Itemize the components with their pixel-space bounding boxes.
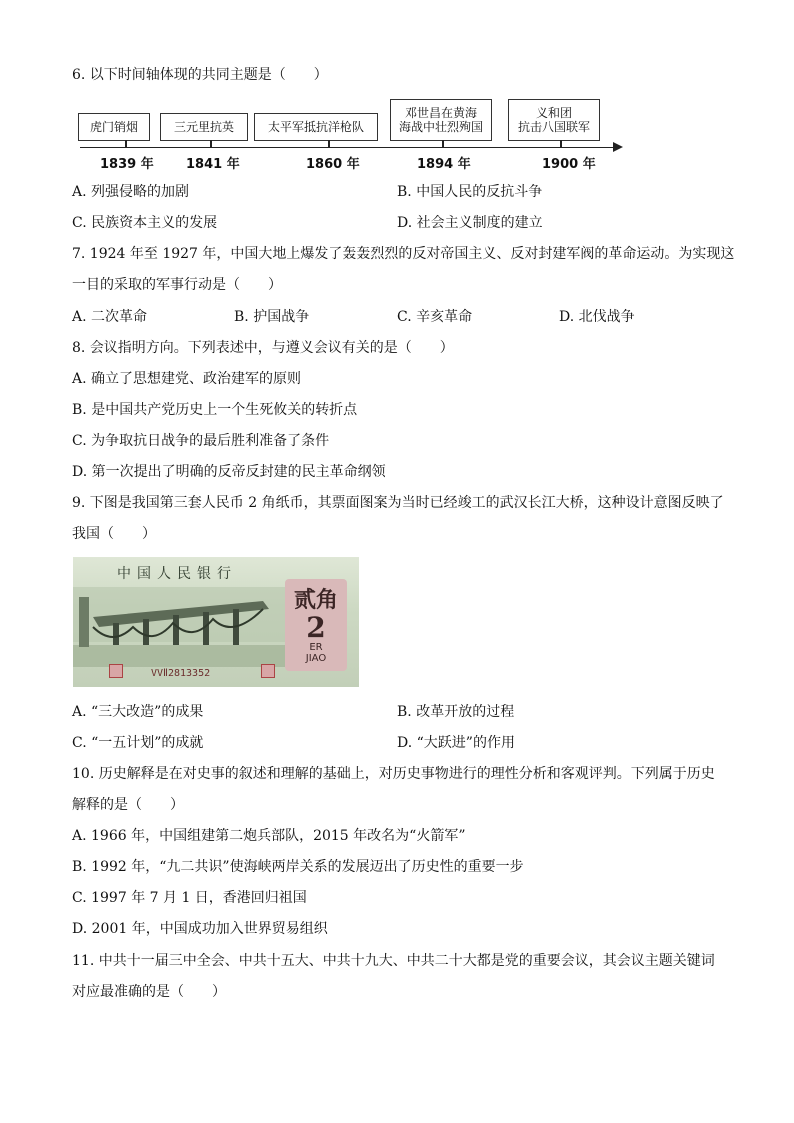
q6-stem: 6. 以下时间轴体现的共同主题是（ ）: [72, 67, 328, 83]
timeline-axis: [80, 147, 615, 148]
timeline-tick: [210, 140, 212, 148]
q6-option-a[interactable]: A. 列强侵略的加剧: [72, 184, 190, 200]
q10-option-c[interactable]: C. 1997 年 7 月 1 日，香港回归祖国: [72, 890, 307, 906]
q11-stem-line1: 11. 中共十一届三中全会、中共十五大、中共十九大、中共二十大都是党的重要会议，其会议主题关键词: [72, 953, 715, 969]
q8-option-b[interactable]: B. 是中国共产党历史上一个生死攸关的转折点: [72, 402, 358, 418]
q7-stem-line1: 7. 1924 年至 1927 年，中国大地上爆发了轰轰烈烈的反对帝国主义、反对封建军阀的革命运动。为实现这: [72, 246, 735, 262]
timeline-tick: [560, 140, 562, 148]
timeline-arrow-icon: [613, 142, 623, 152]
banknote-serial-number: VVⅡ2813352: [151, 668, 211, 679]
q9-option-d[interactable]: D. “大跃进”的作用: [397, 735, 515, 751]
denomination-pinyin-1: ER: [309, 642, 323, 653]
q10-stem-line2: 解释的是（ ）: [72, 797, 184, 813]
q9-stem-line2: 我国（ ）: [72, 526, 156, 542]
q6-option-c[interactable]: C. 民族资本主义的发展: [72, 215, 218, 231]
timeline-figure: [70, 95, 630, 175]
q8-option-a[interactable]: A. 确立了思想建党、政治建军的原则: [72, 371, 302, 387]
timeline-year: 1839 年: [100, 157, 154, 172]
q9-stem-line1: 9. 下图是我国第三套人民币 2 角纸币，其票面图案为当时已经竣工的武汉长江大桥，这种设计意图反映了: [72, 495, 724, 511]
q10-option-b[interactable]: B. 1992 年，“九二共识”使海峡两岸关系的发展迈出了历史性的重要一步: [72, 859, 524, 875]
denomination-pinyin-2: JIAO: [305, 653, 327, 664]
denomination-number: 2: [306, 611, 326, 644]
seal-icon: [261, 664, 275, 678]
timeline-event-box: 太平军抵抗洋枪队: [254, 113, 378, 141]
timeline-tick: [328, 140, 330, 148]
q10-option-d[interactable]: D. 2001 年，中国成功加入世界贸易组织: [72, 921, 328, 937]
timeline-tick: [442, 140, 444, 148]
timeline-year: 1860 年: [306, 157, 360, 172]
q11-stem-line2: 对应最准确的是（ ）: [72, 984, 226, 1000]
timeline-year: 1841 年: [186, 157, 240, 172]
timeline-event-box: 邓世昌在黄海 海战中壮烈殉国: [390, 99, 492, 141]
q8-option-d[interactable]: D. 第一次提出了明确的反帝反封建的民主革命纲领: [72, 464, 386, 480]
banknote-denomination: [285, 579, 347, 671]
q7-option-c[interactable]: C. 辛亥革命: [397, 309, 473, 325]
q10-option-a[interactable]: A. 1966 年，中国组建第二炮兵部队，2015 年改名为“火箭军”: [72, 828, 466, 844]
q7-option-b[interactable]: B. 护国战争: [234, 309, 310, 325]
q8-stem: 8. 会议指明方向。下列表述中，与遵义会议有关的是（ ）: [72, 340, 454, 356]
q6-option-d[interactable]: D. 社会主义制度的建立: [397, 215, 543, 231]
banknote-bank-name: 中国人民银行: [117, 566, 237, 582]
q7-option-d[interactable]: D. 北伐战争: [559, 309, 635, 325]
timeline-event-box: 义和团 抗击八国联军: [508, 99, 600, 141]
denomination-chinese: 贰角: [293, 587, 338, 613]
timeline-year: 1894 年: [417, 157, 471, 172]
seal-icon: [109, 664, 123, 678]
q9-option-b[interactable]: B. 改革开放的过程: [397, 704, 515, 720]
timeline-tick: [125, 140, 127, 148]
q6-option-b[interactable]: B. 中国人民的反抗斗争: [397, 184, 543, 200]
timeline-event-box: 三元里抗英: [160, 113, 248, 141]
q10-stem-line1: 10. 历史解释是在对史事的叙述和理解的基础上，对历史事物进行的理性分析和客观评判。下列属于历史: [72, 766, 715, 782]
q8-option-c[interactable]: C. 为争取抗日战争的最后胜利准备了条件: [72, 433, 330, 449]
timeline-year: 1900 年: [542, 157, 596, 172]
q9-option-a[interactable]: A. “三大改造”的成果: [72, 704, 204, 720]
q9-option-c[interactable]: C. “一五计划”的成就: [72, 735, 204, 751]
banknote-image: [73, 557, 359, 687]
q7-stem-line2: 一目的采取的军事行动是（ ）: [72, 277, 282, 293]
q7-option-a[interactable]: A. 二次革命: [72, 309, 148, 325]
timeline-event-box: 虎门销烟: [78, 113, 150, 141]
